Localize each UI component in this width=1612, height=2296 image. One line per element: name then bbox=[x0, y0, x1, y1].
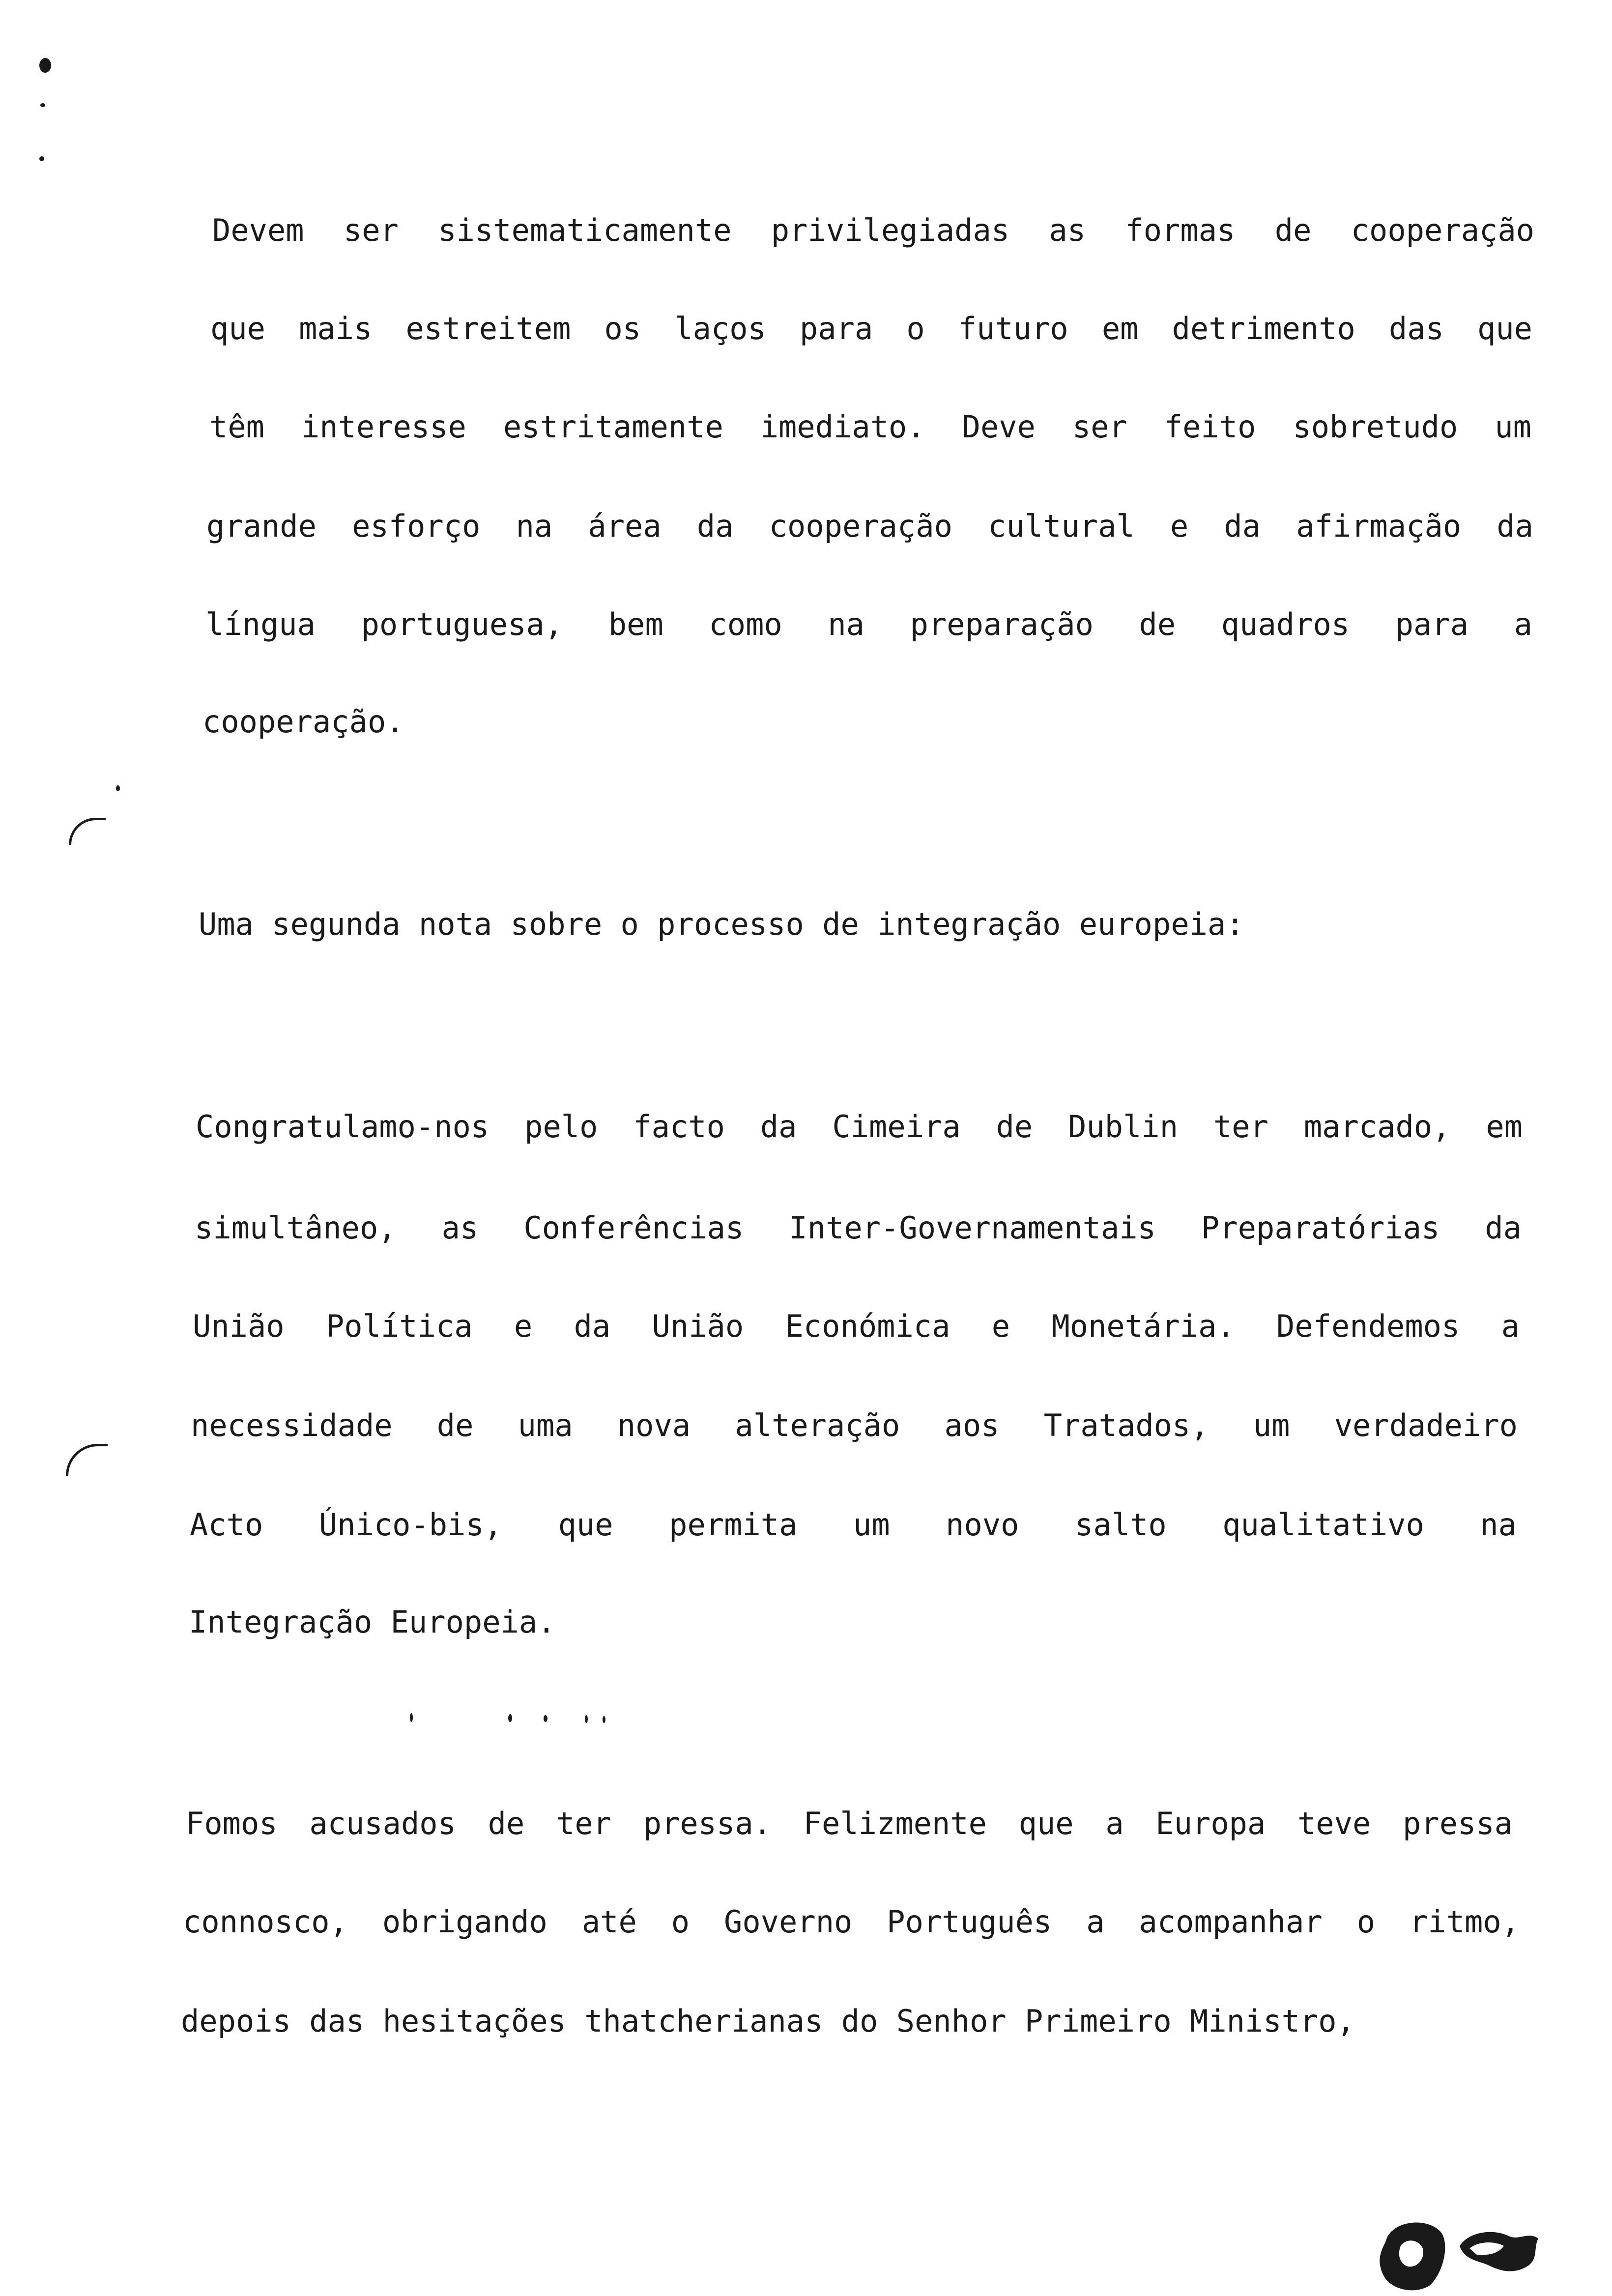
margin-dot bbox=[116, 785, 120, 791]
paragraph-4-line-1: Fomos acusados de ter pressa. Felizmente que a Europa teve pressa bbox=[186, 1806, 1513, 1841]
margin-bracket-mark bbox=[69, 818, 106, 845]
paragraph-4-line-3: depois das hesitações thatcherianas do Senhor Primeiro Ministro, bbox=[181, 2003, 1355, 2039]
paragraph-2-line-1: Uma segunda nota sobre o processo de integração europeia: bbox=[199, 906, 1244, 942]
paragraph-3-line-5: Acto Único-bis, que permita um novo salto qualitativo na bbox=[190, 1507, 1517, 1543]
margin-dot bbox=[40, 103, 45, 107]
margin-bracket-mark bbox=[66, 1444, 108, 1476]
stray-dot bbox=[585, 1715, 588, 1723]
paragraph-1-line-2: que mais estreitem os laços para o futuro em detrimento das que bbox=[210, 311, 1532, 346]
stray-dot bbox=[544, 1715, 547, 1722]
paragraph-3-line-2: simultâneo, as Conferências Inter-Governamentais Preparatórias da bbox=[195, 1210, 1522, 1246]
paragraph-3-line-6: Integração Europeia. bbox=[189, 1604, 556, 1640]
paragraph-1-line-6: cooperação. bbox=[202, 704, 404, 740]
stray-dot bbox=[410, 1713, 413, 1722]
paragraph-3-line-1: Congratulamo-nos pelo facto da Cimeira de Dublin ter marcado, em bbox=[196, 1109, 1523, 1145]
paragraph-1-line-3: têm interesse estritamente imediato. Deve ser feito sobretudo um bbox=[209, 409, 1531, 445]
margin-dot bbox=[39, 58, 51, 73]
paragraph-3-line-3: União Política e da União Económica e Monetária. Defendemos a bbox=[193, 1308, 1520, 1344]
paragraph-4-line-2: connosco, obrigando até o Governo Português a acompanhar o ritmo, bbox=[183, 1904, 1520, 1940]
paragraph-1-line-1: Devem ser sistematicamente privilegiadas as formas de cooperação bbox=[212, 212, 1534, 248]
paragraph-1-line-5: língua portuguesa, bem como na preparação de quadros para a bbox=[205, 606, 1532, 642]
margin-dot bbox=[39, 156, 44, 161]
ink-blot-mark bbox=[1371, 2211, 1548, 2295]
stray-dot bbox=[508, 1714, 512, 1722]
stray-dot bbox=[603, 1716, 605, 1723]
paragraph-3-line-4: necessidade de uma nova alteração aos Tratados, um verdadeiro bbox=[191, 1407, 1518, 1443]
paragraph-1-line-4: grande esforço na área da cooperação cultural e da afirmação da bbox=[206, 508, 1533, 544]
